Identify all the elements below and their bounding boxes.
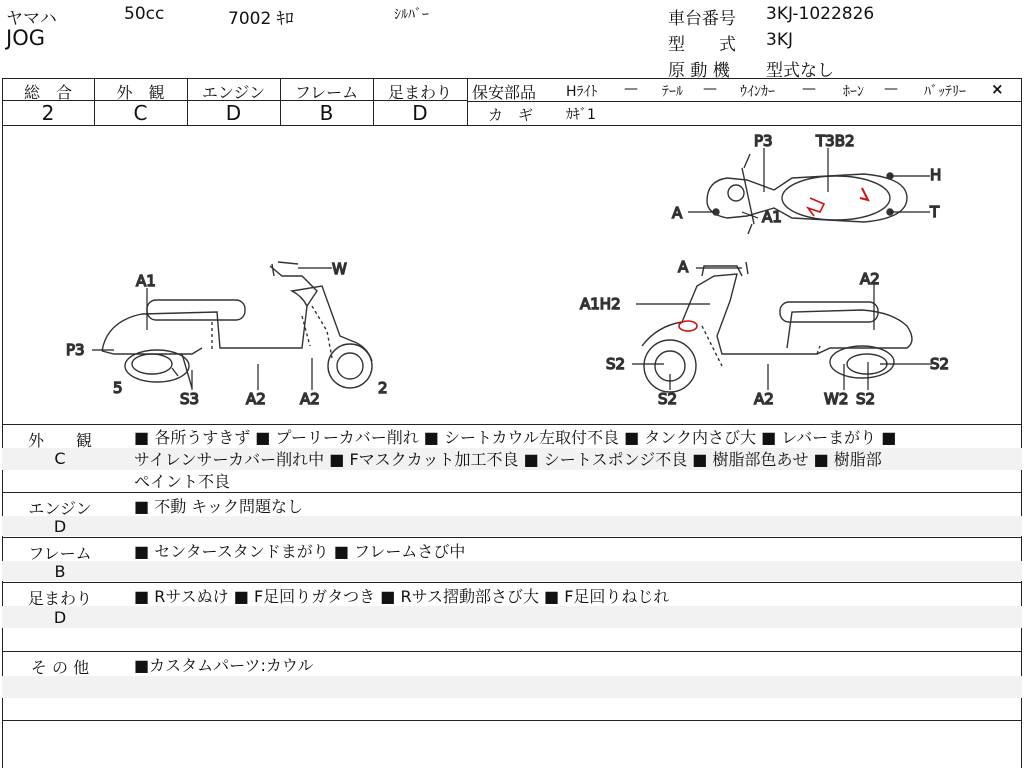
label-right-s2c: S2: [856, 390, 876, 408]
label-top-p3: P3: [754, 132, 773, 150]
engine-type-value: 型式なし: [766, 61, 834, 81]
exterior-label: 外 観: [27, 431, 92, 450]
label-left-s3: S3: [180, 390, 200, 408]
border-sec4: [2, 651, 1022, 652]
label-left-a1: A1: [136, 272, 156, 290]
label-right-w2: W2: [824, 390, 849, 408]
engine-type-label: 原 動 機: [668, 61, 730, 81]
safety-battery: ﾊﾞｯﾃﾘｰ: [924, 84, 966, 100]
grade-div-5: [467, 78, 468, 125]
suspension-stripe: [2, 606, 1022, 628]
grade-suspension-label: 足まわり: [387, 83, 452, 102]
label-right-s2d: S2: [930, 355, 950, 373]
mileage: 7002 ｷﾛ: [228, 9, 294, 29]
label-left-a2b: A2: [300, 390, 320, 408]
label-right-s2b: S2: [658, 390, 678, 408]
label-left-a2a: A2: [246, 390, 266, 408]
safety-headlight-mark: —: [624, 81, 638, 97]
label-right-s2a: S2: [606, 355, 626, 373]
border-sec3: [2, 582, 1022, 583]
label-left-p3: P3: [66, 341, 85, 359]
frame-label: フレーム: [28, 544, 92, 563]
displacement: 50cc: [124, 4, 165, 24]
safety-parts-label: 保安部品: [472, 83, 537, 102]
vehicle-diagram: [2, 126, 1022, 424]
type-label: 型 式: [668, 35, 736, 55]
other-stripe: [2, 676, 1022, 698]
top-view-scooter: [707, 154, 907, 234]
grade-total-label: 総 合: [23, 83, 72, 102]
grade-total-value: 2: [41, 101, 55, 125]
type-value: 3KJ: [766, 30, 793, 50]
safety-headlight: Hﾗｲﾄ: [566, 84, 598, 100]
maker: ヤマハ: [6, 9, 57, 29]
engine-label: エンジン: [28, 499, 92, 518]
engine-stripe: [2, 516, 1022, 536]
label-top-t3b2: T3B2: [816, 132, 855, 150]
border-safety: [468, 101, 1022, 102]
frame-no-label: 車台番号: [668, 9, 736, 29]
label-top-a: A: [672, 204, 683, 222]
key-label: カ ギ: [488, 106, 534, 124]
color: ｼﾙﾊﾞｰ: [394, 7, 429, 23]
frame-line-1: ■ センタースタンドまがり ■ フレームさび中: [134, 542, 466, 561]
label-right-a1h2: A1H2: [580, 295, 621, 313]
other-line-1: ■カスタムパーツ:カウル: [134, 656, 314, 675]
grade-engine-label: エンジン: [201, 83, 266, 102]
grade-exterior-value: C: [133, 101, 148, 125]
grade-exterior-label: 外 観: [116, 83, 165, 102]
safety-tail: ﾃｰﾙ: [662, 84, 683, 100]
grade-engine-value: D: [225, 101, 242, 125]
grade-frame-value: B: [319, 101, 334, 125]
suspension-grade: D: [53, 608, 67, 627]
safety-winker-mark: —: [802, 81, 816, 97]
suspension-label: 足まわり: [27, 589, 92, 608]
safety-battery-mark: ×: [991, 80, 1004, 98]
engine-line-1: ■ 不動 キック問題なし: [134, 497, 303, 516]
label-right-a2top: A2: [860, 270, 880, 288]
exterior-line-3: ペイント不良: [134, 472, 231, 491]
border-diagram-bottom: [2, 424, 1022, 425]
exterior-line-2: サイレンサーカバー削れ中 ■ Fマスクカット加工不良 ■ シートスポンジ不良 ■ 樹脂部色あせ ■ 樹脂部: [134, 450, 882, 469]
exterior-grade: C: [54, 449, 66, 468]
safety-horn: ﾎｰﾝ: [843, 84, 864, 100]
frame-no-value: 3KJ-1022826: [766, 4, 875, 24]
label-top-t: T: [930, 203, 940, 221]
label-right-a: A: [678, 258, 689, 276]
label-left-2: 2: [378, 379, 388, 397]
frame-grade: B: [54, 562, 66, 581]
key-value: ｶｷﾞ1: [566, 107, 596, 123]
label-left-5: 5: [113, 379, 123, 397]
other-label: そ の 他: [30, 658, 90, 677]
grade-suspension-value: D: [412, 101, 428, 125]
border-top-grades: [2, 78, 1022, 79]
suspension-line-1: ■ Rサスぬけ ■ F足回りガタつき ■ Rサス摺動部さび大 ■ F足回りねじれ: [134, 587, 670, 606]
grade-frame-label: フレーム: [294, 83, 359, 102]
label-left-w: W: [332, 260, 347, 278]
label-right-a2: A2: [754, 390, 774, 408]
safety-tail-mark: —: [703, 81, 717, 97]
label-top-a1: A1: [762, 208, 782, 226]
frame-stripe: [2, 561, 1022, 581]
safety-winker: ｳｲﾝｶｰ: [740, 84, 775, 100]
border-sec2: [2, 537, 1022, 538]
exterior-line-1: ■ 各所うすきず ■ プーリーカバー削れ ■ シートカウル左取付不良 ■ タンク内さび大 ■ レバーまがり ■: [134, 428, 897, 447]
border-sec5: [2, 720, 1022, 721]
safety-horn-mark: —: [884, 81, 898, 97]
model-name: JOG: [6, 26, 45, 50]
engine-grade: D: [53, 517, 67, 536]
label-top-h: H: [930, 166, 942, 184]
